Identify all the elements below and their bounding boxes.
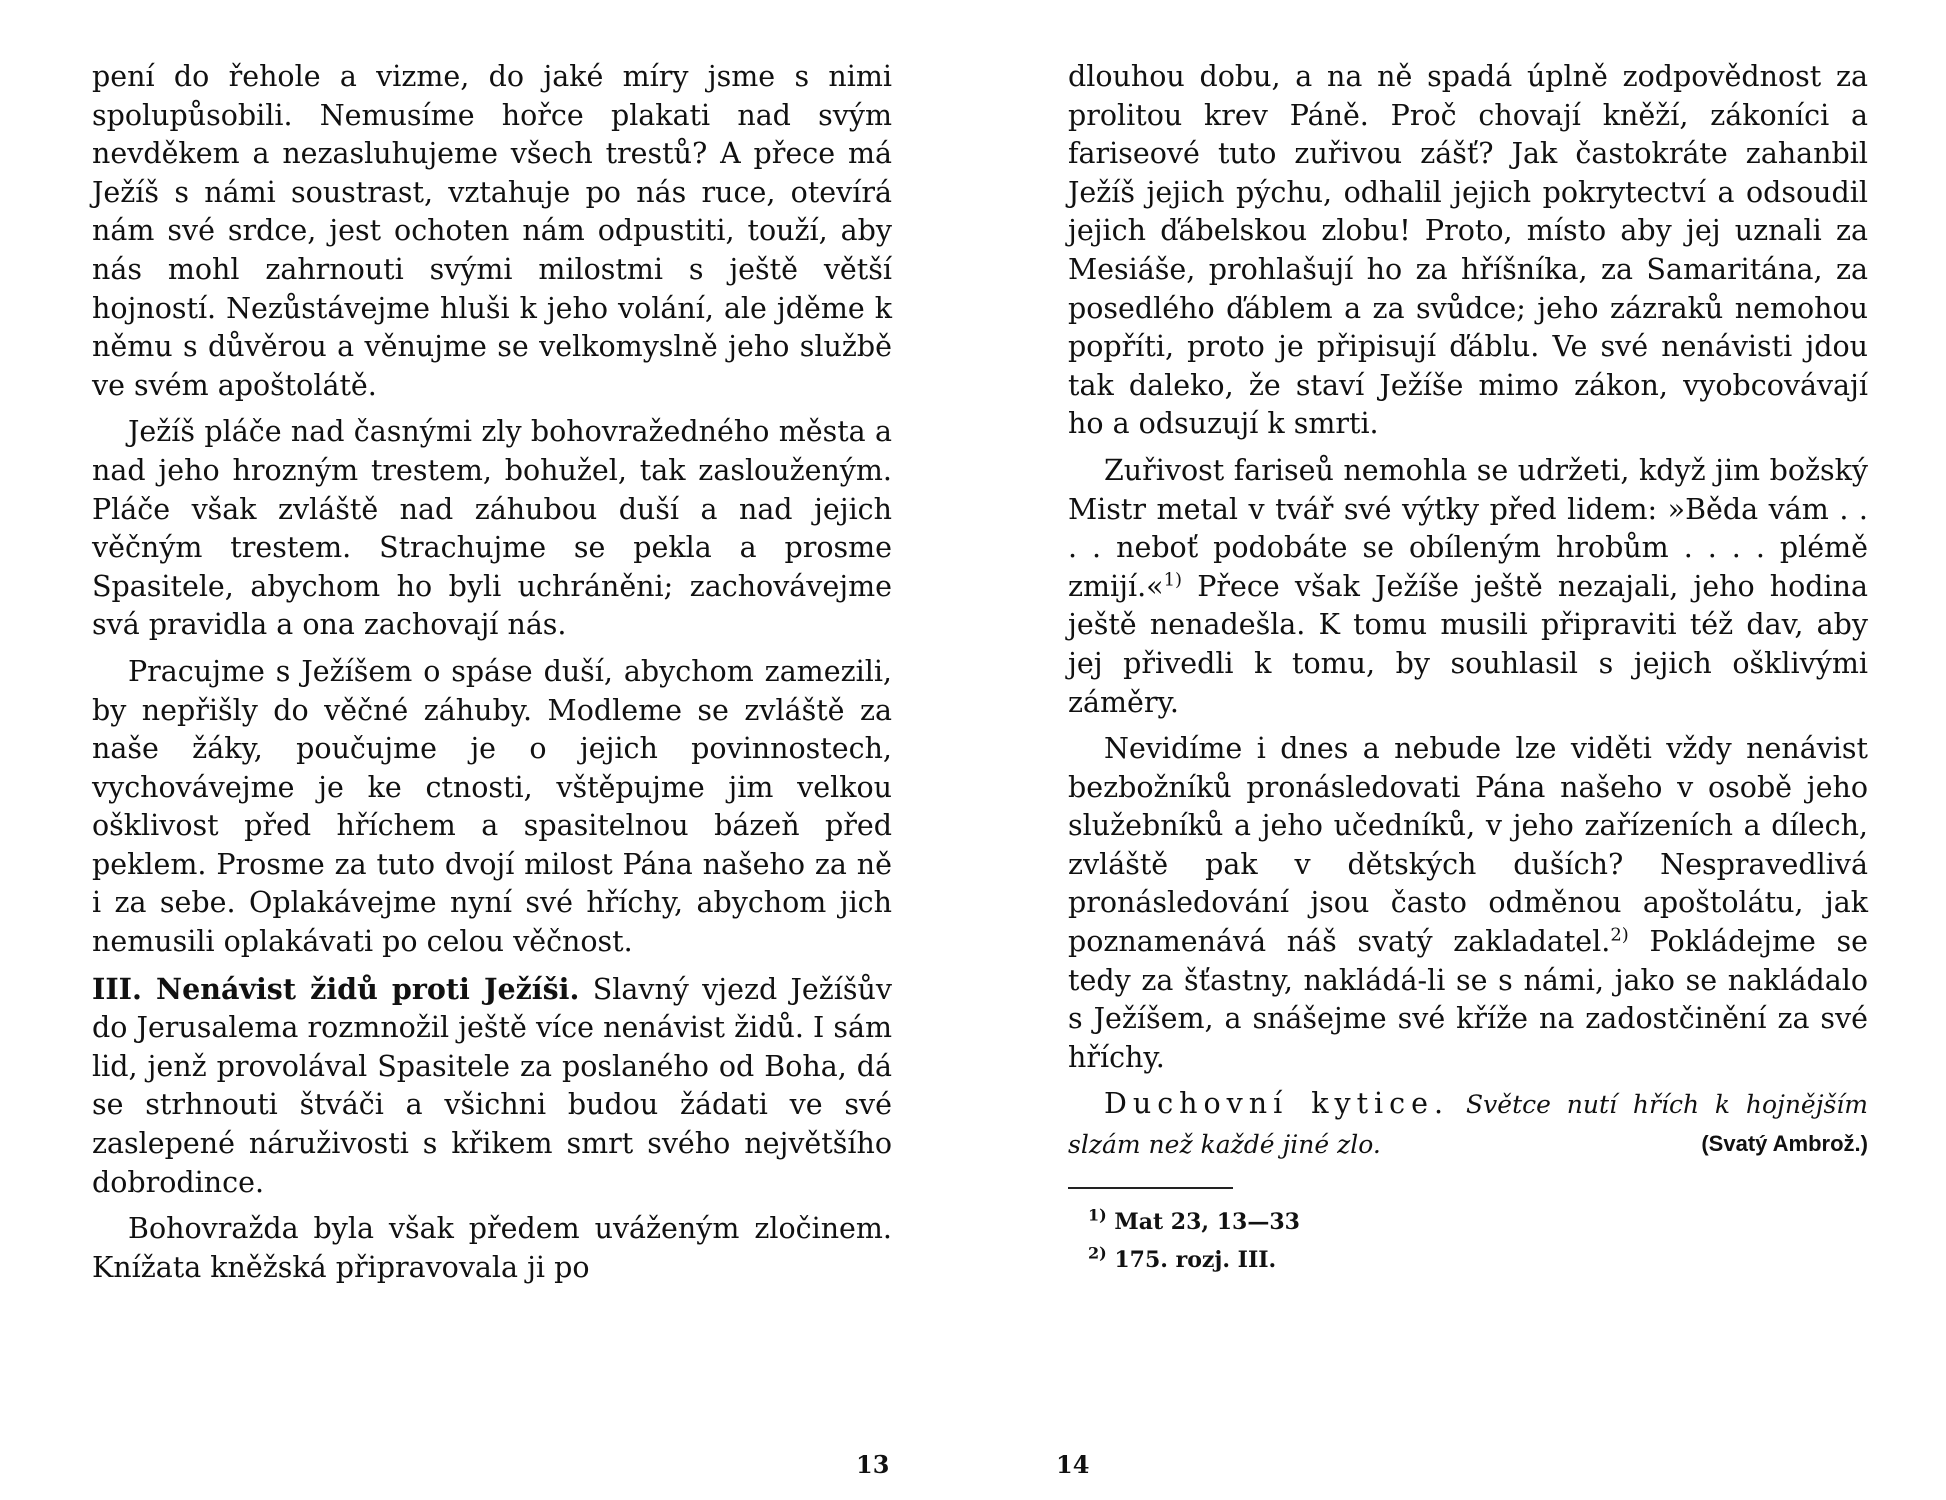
paragraph: Pracujme s Ježíšem o spáse duší, abychom zamezili, by nepřišly do věčné záhuby. Modleme se zvláště za naše žáky, poučujme je o jejich povinnostech, vychovávejme je ke ctnosti, vštěpujme jim velkou ošklivost před hříchem a spasitelnou bázeň před peklem. Prosme za tuto dvojí milost Pána našeho za ně i za sebe. Oplakávejme nyní své hříchy, abychom jich nemusili oplakávati po celou věčnost. (92, 654, 892, 959)
section-text: Slavný vjezd Ježíšův do Jerusalema rozmnožil ještě více nenávist židů. I sám lid, jenž provolával Spasitele za poslaného od Boha, dá se strhnouti štváči a všichni budou žádati ve své zaslepené náruživosti s křikem smrt svého největšího dobrodince. (92, 972, 893, 1199)
page-number-left: 13 (856, 1450, 890, 1479)
bouquet-text: Světce nutí hřích k hojnějším slzám než každé jiné zlo. (1068, 1090, 1869, 1160)
bouquet-attribution: (Svatý Ambrož.) (1701, 1131, 1868, 1157)
footnote-divider (1068, 1187, 1233, 1189)
paragraph (1068, 730, 1868, 1077)
left-page (92, 58, 892, 1287)
footnote-mark: 1) (1088, 1205, 1107, 1225)
page-number-right: 14 (1056, 1450, 1090, 1479)
footnote-mark: 2) (1088, 1243, 1107, 1263)
footnote-text: Mat 23, 13—33 (1114, 1208, 1300, 1235)
spiritual-bouquet (1068, 1085, 1868, 1164)
paragraph-text: Nevidíme i dnes a nebude lze viděti vždy nenávist bezbožníků pronásledovati Pána našeho v osobě jeho služebníků a jeho učedníků, v jeho zařízeních a dílech, zvláště pak v dětských duších? Nespravedlivá pronásledování jsou často odměnou apoštolátu, jak poznamenává náš svatý zakladatel. (1068, 732, 1868, 959)
paragraph: pení do řehole a vizme, do jaké míry jsme s nimi spolupůsobili. Nemusíme hořce plakati nad svým nevděkem a nezasluhujeme všech trestů? A přece má Ježíš s námi soustrast, vztahuje po nás ruce, otevírá nám své srdce, jest ochoten nám odpustiti, touží, aby nás mohl zahrnouti svými milostmi s ještě větší hojností. Nezůstávejme hluši k jeho volání, ale jděme k němu s důvěrou a věnujme se velkomyslně jeho službě ve svém apoštolátě. (92, 60, 892, 402)
footnote-ref: 2) (1610, 924, 1629, 946)
paragraph: Ježíš pláče nad časnými zly bohovražedného města a nad jeho hrozným trestem, bohužel, tak zaslouženým. Pláče však zvláště nad záhubou duší a nad jejich věčným trestem. Strachujme se pekla a prosme Spasitele, abychom ho byli uchráněni; zachovávejme svá pravidla a ona zachovají nás. (92, 415, 892, 642)
footnote-ref: 1) (1163, 569, 1183, 591)
section-paragraph (92, 970, 892, 1203)
footnote (1068, 1203, 1868, 1241)
section-heading: III. Nenávist židů proti Ježíši. (92, 971, 580, 1006)
paragraph (1068, 452, 1868, 722)
footnote-text: 175. rozj. III. (1114, 1246, 1277, 1273)
paragraph-text: Zuřivost fariseů nemohla se udržeti, když jim božský Mistr metal v tvář své výtky před lidem: »Běda vám . . . . neboť podobáte se obíleným hrobům . . . . plémě zmijí.« (1068, 453, 1868, 603)
paragraph: dlouhou dobu, a na ně spadá úplně zodpovědnost za prolitou krev Páně. Proč chovají kněží, zákoníci a fariseové tuto zuřivou zášť? Jak častokráte zahanbil Ježíš jejich pýchu, odhalil jejich pokrytectví a odsoudil jejich ďábelskou zlobu! Proto, místo aby jej uznali za Mesiáše, prohlašují ho za hříšníka, za Samaritána, za posedlého ďáblem a za svůdce; jeho zázraků nemohou popříti, proto je připisují ďáblu. Ve své nenávisti jdou tak daleko, že staví Ježíše mimo zákon, vyobcovávají ho a odsuzují k smrti. (1068, 60, 1868, 441)
paragraph-text: Přece však Ježíše ještě nezajali, jeho hodina ještě nenadešla. K tomu musili připraviti též dav, aby jej přivedli k tomu, by souhlasil s jejich ošklivými záměry. (1068, 569, 1868, 719)
paragraph-text: Pokládejme se tedy za šťastny, nakládá-li se s námi, jako se nakládalo s Ježíšem, a snášejme své kříže na zadostčinění za své hříchy. (1068, 925, 1868, 1074)
footnote (1068, 1241, 1868, 1279)
right-page (1068, 58, 1868, 1279)
bouquet-label: Duchovní kytice. (1104, 1087, 1450, 1121)
paragraph: Bohovražda byla však předem uváženým zločinem. Knížata kněžská připravovala ji po (92, 1212, 892, 1284)
